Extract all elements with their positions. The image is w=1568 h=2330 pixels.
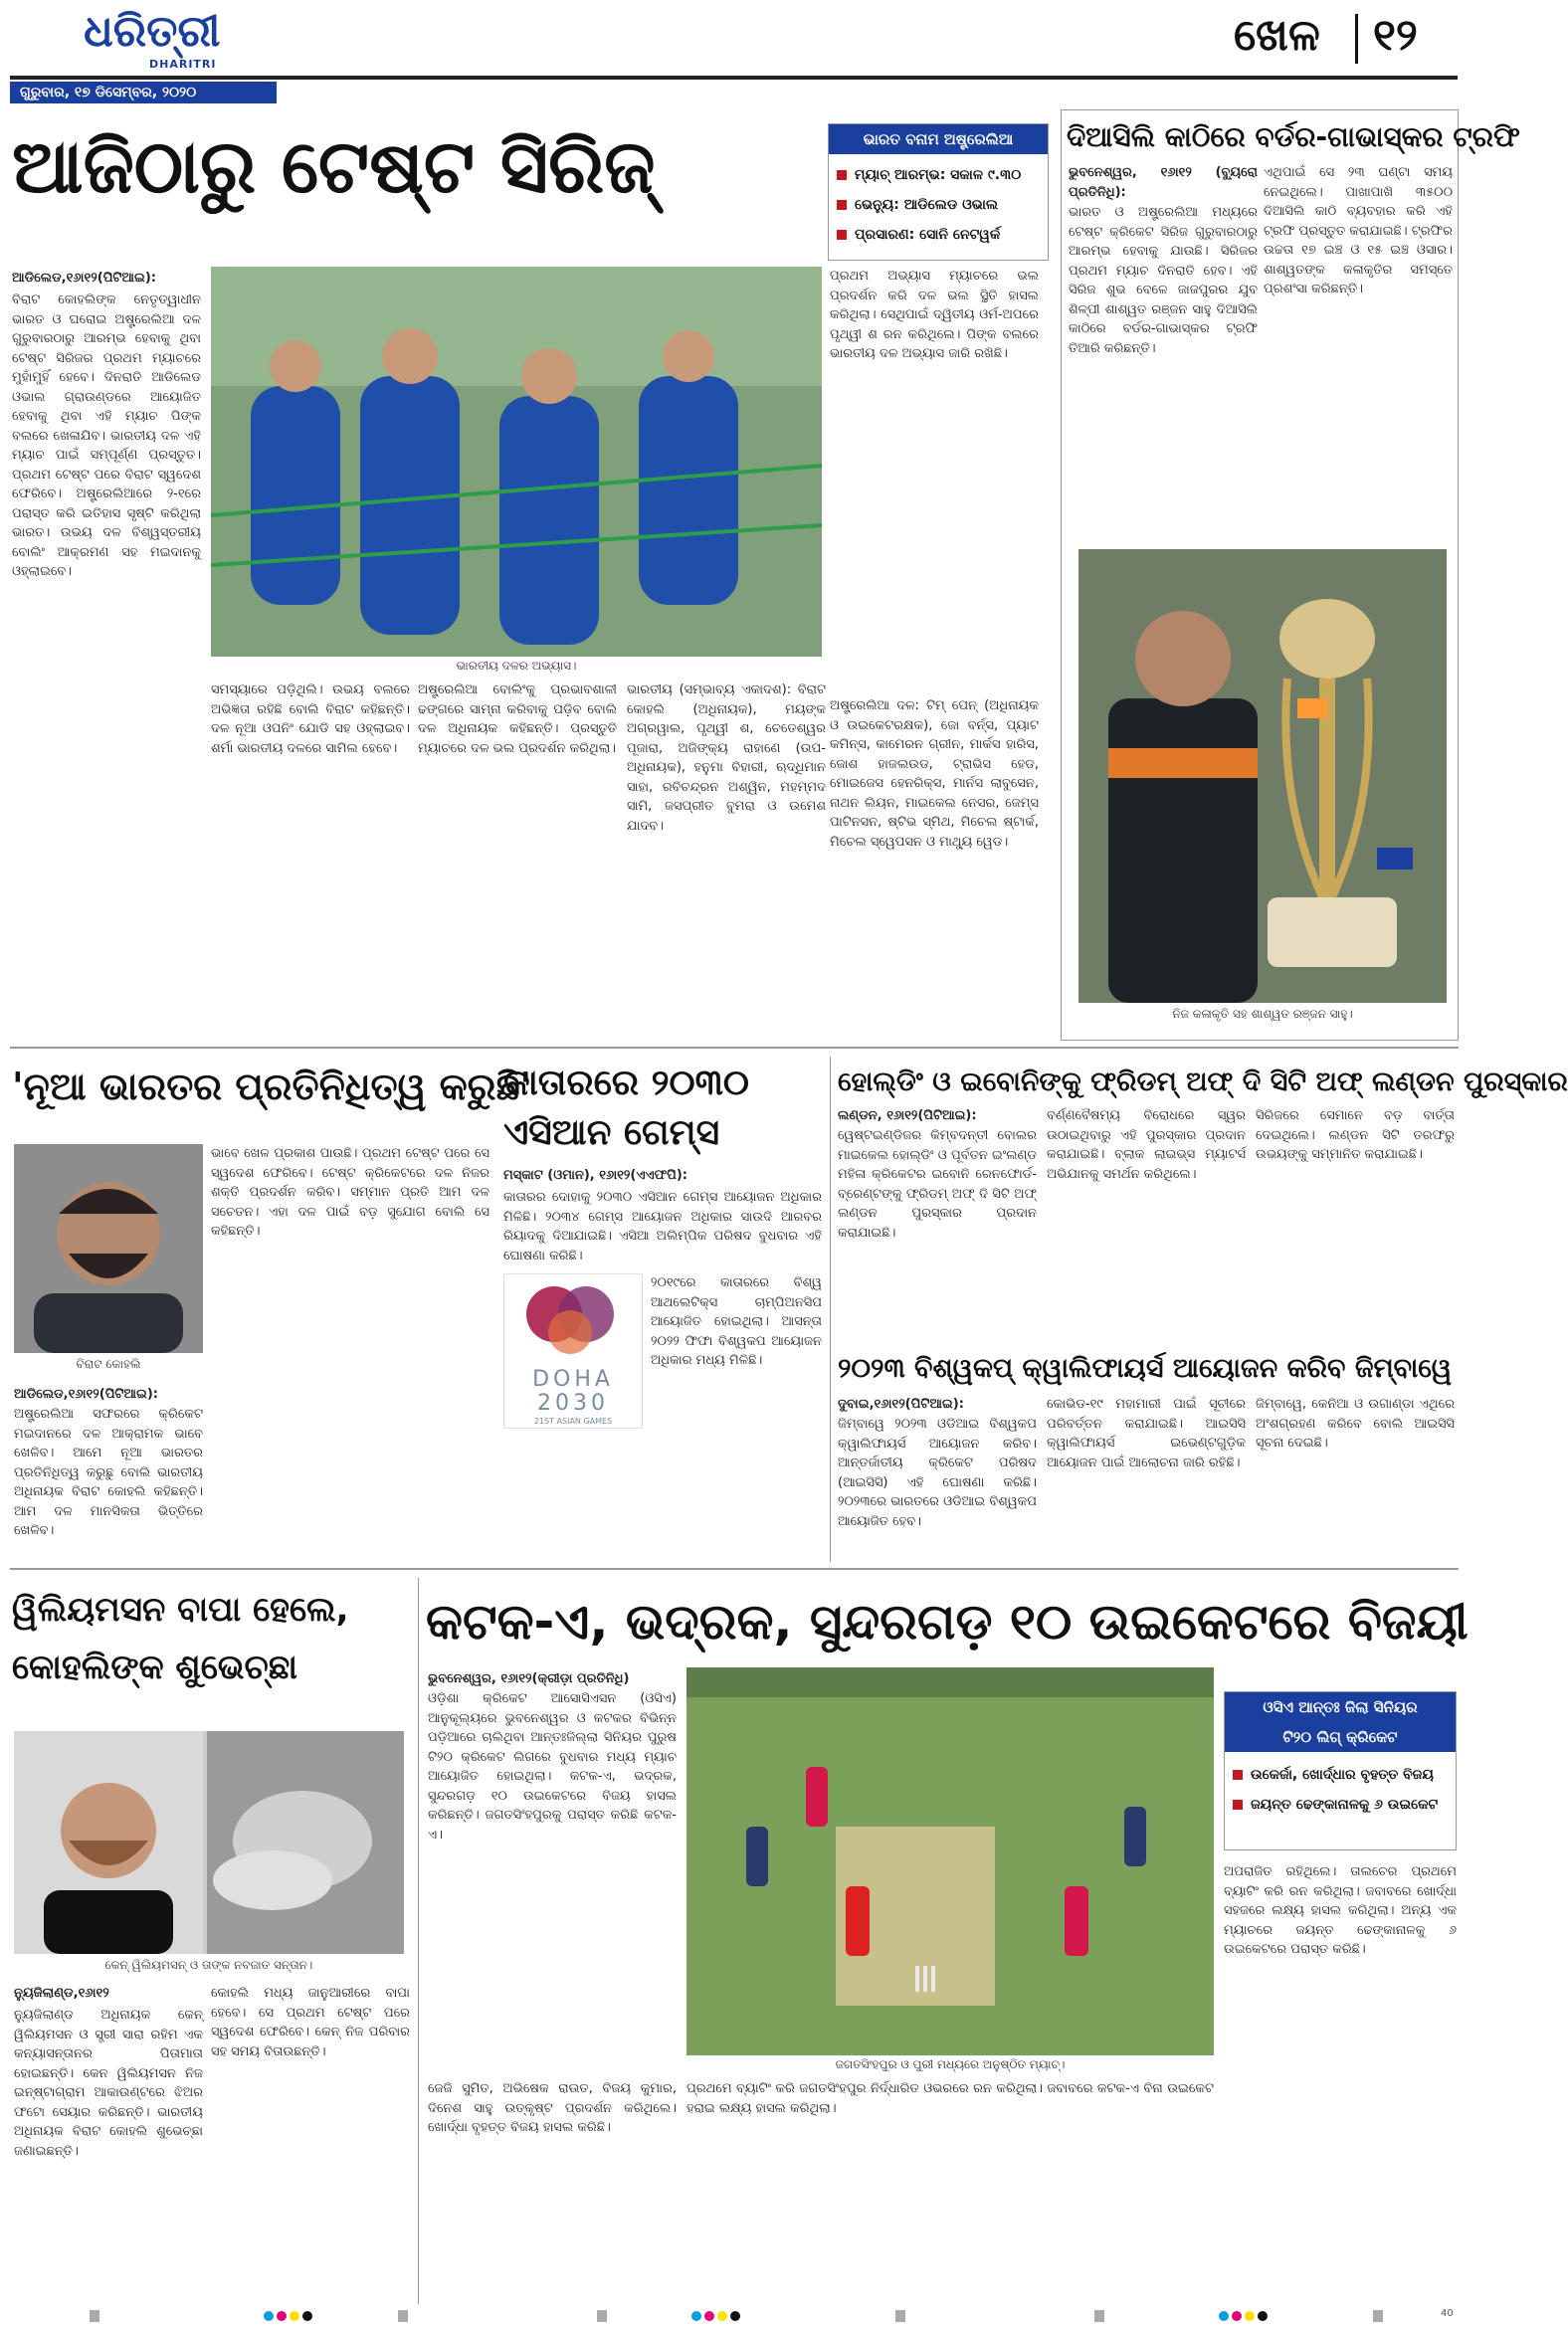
- lead-column-3: ଅଷ୍ଟ୍ରେଲିଆ ବୋଲିଂକୁ ପ୍ରଭାବଶାଳୀ ଢଙ୍ଗରେ ସାମ୍ନା କରିବାକୁ ପଡ଼ିବ ବୋଲି ଦଳ ଅଧିନାୟକ କହିଛନ୍ତି। ପ୍ରସ୍ତୁତି ମ୍ୟାଚରେ ଦଳ ଭଲ ପ୍ରଦର୍ଶନ କରିଥିଲା।: [418, 682, 617, 756]
- freedom-dateline: ଲଣ୍ଡନ, ୧୬ା୧୨(ପିଟିଆଇ):: [838, 1108, 977, 1123]
- infobox-item: ମ୍ୟାଚ୍ ଆରମ୍ଭ: ସକାଳ ୯.୩୦: [837, 160, 1040, 190]
- infobox-item: ପ୍ରସାରଣ: ସୋନି ନେଟୱର୍କ: [837, 220, 1040, 250]
- issue-date: ଗୁରୁବାର, ୧୭ ଡିସେମ୍ବର, ୨୦୨୦: [20, 85, 197, 100]
- freedom-headline: ହୋଲ୍ଡିଂ ଓ ଇବୋନିଙ୍କୁ ଫ୍ରିଡମ୍ ଅଫ୍ ଦି ସିଟି ଅଫ୍ ଲଣ୍ଡନ ପୁରସ୍କାର: [838, 1067, 1568, 1097]
- zimbabwe-column-1: ଜିମ୍ବାୱେ ୨୦୨୩ ଓଡିଆଇ ବିଶ୍ୱକପ କ୍ୱାଲିଫାୟର୍ସ ଆୟୋଜନ କରିବ। ଆନ୍ତର୍ଜାତୀୟ କ୍ରିକେଟ ପରିଷଦ (ଆଇସିସି) ଏହି ଘୋଷଣା କରିଛି। ୨୦୨୩ରେ ଭାରତରେ ଓଡିଆଇ ବିଶ୍ୱକପ ଆୟୋଜିତ ହେବ।: [838, 1417, 1037, 1529]
- kohli-headline: 'ନୂଆ ଭାରତର ପ୍ରତିନିଧିତ୍ୱ କରୁଛି': [12, 1065, 532, 1108]
- cuttack-column-4: ଅପରାଜିତ ରହିଥିଲେ। ତାଲଚେର ପ୍ରଥମେ ବ୍ୟାଟିଂ କରି ରନ କରିଥିଲା। ଜବାବରେ ଖୋର୍ଦ୍ଧା ସହଜରେ ଲକ୍ଷ୍ୟ ହାସଲ କରିଥିଲା। ଅନ୍ୟ ଏକ ମ୍ୟାଚରେ ଜୟନ୍ତ ଢେଙ୍କାନାଳକୁ ୬ ଉଇକେଟରେ ପରାସ୍ତ କରିଛି।: [1224, 1864, 1457, 1957]
- league-infobox: [1224, 1691, 1457, 1850]
- date-band: [10, 82, 277, 103]
- williamson-column-2: କୋହଲି ମଧ୍ୟ ଜାନୁଆରୀରେ ବାପା ହେବେ। ସେ ପ୍ରଥମ ଟେଷ୍ଟ ପରେ ସ୍ୱଦେଶ ଫେରିବେ। କେନ୍ ନିଜ ପରିବାର ସହ ସମୟ ବିତାଉଛନ୍ତି।: [211, 1986, 410, 2059]
- trophy-headline: ଦିଆସିଲି କାଠିରେ ବର୍ଡର-ଗାଭାସ୍କର ଟ୍ରଫି: [1067, 120, 1520, 153]
- williamson-column-1: ନ୍ୟୁଜିଲାଣ୍ଡ ଅଧିନାୟକ କେନ୍ ୱିଲିୟମସନ ଓ ସ୍ତ୍ରୀ ସାରା ରହିମ ଏକ କନ୍ୟାସନ୍ତାନର ପିତାମାତା ହୋଇଛନ୍ତି। କେନ ୱିଲିୟମସନ ନିଜ ଇନ୍ଷ୍ଟାଗ୍ରାମ ଆକାଉଣ୍ଟରେ ଝିଅର ଫଟୋ ସେୟାର କରିଛନ୍ତି। ଭାରତୀୟ ଅଧିନାୟକ ବିରାଟ କୋହଲି ଶୁଭେଚ୍ଛା ଜଣାଇଛନ୍ତି।: [14, 2008, 203, 2159]
- section-rule: [10, 1047, 1459, 1049]
- cuttack-headline: କଟକ-ଏ, ଭଦ୍ରକ, ସୁନ୍ଦରଗଡ଼ ୧୦ ଉଇକେଟରେ ବିଜୟୀ: [426, 1593, 1469, 1650]
- league-box-title-2: ଟି୨୦ ଲିଗ୍ କ୍ରିକେଟ: [1225, 1722, 1456, 1752]
- williamson-headline-1: ୱିଲିୟମସନ ବାପା ହେଲେ,: [12, 1590, 349, 1630]
- williamson-and-baby-illustration: [14, 1731, 404, 1954]
- freedom-column-1: ୱେଷ୍ଟଇଣ୍ଡିଜର କିମ୍ବଦନ୍ତୀ ବୋଲର ମାଇକେଲ ହୋଲ୍ଡିଂ ଓ ପୂର୍ବତନ ଇଂଲଣ୍ଡ ମହିଳା କ୍ରିକେଟର ଇବୋନି ରେନଫୋର୍ଡ-ବ୍ରେଣ୍ଟଙ୍କୁ ଫ୍ରିଡମ୍ ଅଫ୍ ଦି ସିଟି ଅଫ୍ ଲଣ୍ଡନ ପୁରସ୍କାର ପ୍ରଦାନ କରାଯାଇଛି।: [838, 1128, 1037, 1241]
- cricket-match-illustration: [686, 1667, 1214, 2055]
- doha-2030-logo: [503, 1273, 643, 1429]
- infobox-title: ଭାରତ ବନାମ ଅଷ୍ଟ୍ରେଲିଆ: [829, 124, 1048, 154]
- doha-logo-line-2: 2030: [537, 1391, 609, 1416]
- australia-squad: ଅଷ୍ଟ୍ରେଲିଆ ଦଳ: ଟିମ୍ ପେନ୍ (ଅଧିନାୟକ ଓ ଉଇକେଟରକ୍ଷକ), ଜୋ ବର୍ନ୍ସ, ପ୍ୟାଟ କମିନ୍ସ, କାମେରନ ଗ୍ରୀନ, ମାର୍କସ ହାରିସ, ଜୋଶ ହାଜଲଉଡ, ଟ୍ରାଭିସ ହେଡ, ମୋଇଜେସ ହେନରିକ୍ସ, ମାର୍ନସ ଲାବୁସେନ, ନାଥନ ଲିୟନ, ମାଇକେଲ ନେସର, ଜେମ୍ସ ପାଟିନସନ, ଷ୍ଟିଭ ସ୍ମିଥ, ମିଚେଲ ଷ୍ଟାର୍କ, ମିଚେଲ ସ୍ୱେପସନ ଓ ମାଥ୍ୟୁ ୱେଡ।: [830, 698, 1039, 850]
- asian-games-headline-2: ଏସିଆନ ଗେମ୍ସ: [503, 1112, 720, 1153]
- williamson-photo: [14, 1731, 404, 1954]
- match-infobox: [828, 123, 1049, 261]
- trophy-column-1: ଭାରତ ଓ ଅଷ୍ଟ୍ରେଲିଆ ମଧ୍ୟରେ ଟେଷ୍ଟ କ୍ରିକେଟ ସିରିଜ ଗୁରୁବାରଠାରୁ ଆରମ୍ଭ ହେବାକୁ ଯାଉଛି। ସିରିଜର ପ୍ରଥମ ମ୍ୟାଚ ଦିନରାତି ହେବ। ଏହି ସିରିଜ ଶୁଭ ବେଳେ ଜାଜପୁରର ଯୁବ ଶିଳ୍ପୀ ଶାଶ୍ୱତ ରଞ୍ଜନ ସାହୁ ଦିଆସିଲି କାଠିରେ ବର୍ଡର-ଗାଭାସ୍କର ଟ୍ରଫି ତିଆରି କରିଛନ୍ତି।: [1069, 205, 1258, 356]
- trophy-caption: ନିଜ କଳାକୃତି ସହ ଶାଶ୍ୱତ ରଞ୍ଜନ ସାହୁ।: [1172, 1007, 1353, 1021]
- kohli-photo: [14, 1144, 203, 1353]
- zimbabwe-column-3: ଜିମ୍ବାୱେ, କେନିଆ ଓ ଉଗାଣ୍ଡା ଏଥିରେ ଅଂଶଗ୍ରହଣ କରିବେ ବୋଲି ଆଇସିସି ସୂଚନା ଦେଇଛି।: [1256, 1397, 1455, 1451]
- vertical-rule: [418, 1578, 419, 2304]
- doha-2030-emblem: [504, 1274, 642, 1364]
- team-practice-illustration: [211, 267, 822, 657]
- zimbabwe-dateline: ଦୁବାଇ,୧୬ା୧୨(ପିଟିଆଇ):: [838, 1397, 964, 1412]
- kohli-column-1: ଅଷ୍ଟ୍ରେଲିଆ ସଫରରେ କ୍ରିକେଟ ମଇଦାନରେ ଦଳ ଆକ୍ରାମକ ଭାବେ ଖେଳିବ। ଆମେ ନୂଆ ଭାରତର ପ୍ରତିନିଧିତ୍ୱ କରୁଛୁ ବୋଲି ଭାରତୀୟ ଅଧିନାୟକ ବିରାଟ କୋହଲି କହିଛନ୍ତି। ଆମ ଦଳ ମାନସିକତା ଭିତ୍ତିରେ ଖେଳିବ।: [14, 1407, 203, 1538]
- asian-games-column-2: ୨୦୧୯ରେ କାତାରରେ ବିଶ୍ୱ ଆଥଲେଟିକ୍ସ ଚାମ୍ପିଅନସିପ ଆୟୋଜିତ ହୋଇଥିଲା। ଆସନ୍ତା ୨୦୨୨ ଫିଫା ବିଶ୍ୱକପ ଆୟୋଜନ ଅଧିକାର ମଧ୍ୟ ମିଳିଛି।: [651, 1275, 822, 1368]
- doha-logo-line-1: DOHA: [532, 1367, 614, 1392]
- zimbabwe-headline: ୨୦୨୩ ବିଶ୍ୱକପ୍ କ୍ୱାଲିଫାୟର୍ସ ଆୟୋଜନ କରିବ ଜିମ୍ବାୱେ: [838, 1353, 1453, 1384]
- cuttack-column-1: ଓଡ଼ିଶା କ୍ରିକେଟ ଆସୋସିଏସନ (ଓସିଏ) ଆନୁକୂଲ୍ୟରେ ଭୁବନେଶ୍ୱର ଓ କଟକର ବିଭିନ୍ନ ପଡ଼ିଆରେ ଚାଲିଥିବା ଆନ୍ତଃଜିଲ୍ଲା ସିନିୟର ପୁରୁଷ ଟି୨୦ କ୍ରିକେଟ ଲିଗରେ ବୁଧବାର ମଧ୍ୟ ମ୍ୟାଚ ଆୟୋଜିତ ହୋଇଥିଲା। କଟକ-ଏ, ଭଦ୍ରକ, ସୁନ୍ଦରଗଡ଼ ୧୦ ଉଇକେଟରେ ବିଜୟ ହାସଲ କରିଛନ୍ତି। ଜଗତସିଂହପୁରକୁ ପରାସ୍ତ କରିଛି କଟକ-ଏ।: [428, 1691, 677, 1843]
- section-divider: [1355, 14, 1358, 64]
- lead-photo: [211, 267, 822, 657]
- lead-photo-caption: ଭାରତୀୟ ଦଳର ଅଭ୍ୟାସ।: [456, 659, 577, 673]
- lead-column-2: ସମସ୍ୟାରେ ପଡ଼ିଥିଲି। ଉଭୟ ବଲରେ ଅଭିଜ୍ଞତା ରହିଛି ବୋଲି ବିରାଟ କହିଛନ୍ତି। ଦଳ ନୂଆ ଓପନିଂ ଯୋଡି ସହ ଓହ୍ଲାଇବ। ଶର୍ମା ଭାରତୀୟ ଦଳରେ ସାମିଲ ହେବେ।: [211, 682, 410, 756]
- kohli-dateline: ଆଡିଲେଡ,୧୬ା୧୨(ପିଟିଆଇ):: [14, 1387, 158, 1402]
- freedom-column-2: ବର୍ଣ୍ଣବୈଷମ୍ୟ ବିରୋଧରେ ସ୍ୱର ଉଠାଇଥିବାରୁ ଏହି ପୁରସ୍କାର ପ୍ରଦାନ କରାଯାଇଛି। ବ୍ଲାକ ଲାଇଭ୍ସ ମ୍ୟାଟର୍ସ ଅଭିଯାନକୁ ସମର୍ଥନ କରିଥିଲେ।: [1047, 1108, 1246, 1182]
- lead-column-4: ପ୍ରଥମ ଅଭ୍ୟାସ ମ୍ୟାଚରେ ଭଲ ପ୍ରଦର୍ଶନ କରି ଦଳ ଭଲ ସ୍ଥିତି ହାସଲ କରିଥିଲା। ସେଥିପାଇଁ ଦ୍ୱିତୀୟ ଓର୍ମ-ଅପରେ ପୃଥ୍ୱୀ ଶ ରନ କରିଥିଲେ। ପିଙ୍କ ବଲରେ ଭାରତୀୟ ଦଳ ଅଭ୍ୟାସ ଜାରି ରଖିଛି।: [830, 269, 1039, 361]
- league-box-title-1: ଓସିଏ ଆନ୍ତଃ ଜିଲା ସିନିୟର: [1225, 1692, 1456, 1722]
- cuttack-photo: [686, 1667, 1214, 2055]
- vertical-rule: [830, 1057, 831, 1562]
- color-registration-strip: [0, 2306, 1469, 2326]
- footer-page-mark: 40: [1441, 2308, 1454, 2319]
- kohli-caption: ବିରାଟ କୋହଲି: [76, 1357, 141, 1371]
- zimbabwe-column-2: କୋଭିଡ-୧୯ ମହାମାରୀ ପାଇଁ ସୂଚୀରେ ପରିବର୍ତ୍ତନ କରାଯାଇଛି। ଆଇସିସି କ୍ୱାଲିଫାୟର୍ସ ଇଭେଣ୍ଟଗୁଡ଼ିକ ଆୟୋଜନ ପାଇଁ ଆଲୋଚନା ଜାରି ରହିଛି।: [1047, 1397, 1246, 1470]
- lead-headline: ଆଜିଠାରୁ ଟେଷ୍ଟ ସିରିଜ୍: [12, 124, 656, 210]
- cuttack-column-3: ପ୍ରଥମେ ବ୍ୟାଟିଂ କରି ଜଗତସିଂହପୁର ନିର୍ଦ୍ଧାରିତ ଓଭରରେ ରନ କରିଥିଲା। ଜବାବରେ କଟକ-ଏ ବିନା ଉଇକେଟ ହରାଇ ଲକ୍ଷ୍ୟ ହାସଲ କରିଥିଲା।: [686, 2081, 1214, 2116]
- williamson-caption: କେନ୍ ୱିଲିୟମସନ୍ ଓ ତାଙ୍କ ନବଜାତ ସନ୍ତାନ।: [104, 1958, 313, 1972]
- williamson-dateline: ନ୍ୟୁଜିଲାଣ୍ଡ,୧୬ା୧୨: [14, 1986, 109, 2001]
- infobox-item: ଭେନ୍ୟୁ: ଆଡିଲେଡ ଓଭାଲ: [837, 190, 1040, 220]
- masthead: [0, 0, 1469, 99]
- asian-games-dateline: ମସ୍କାଟ (ଓମାନ), ୧୬ା୧୨(ଏଏଫପି):: [503, 1168, 687, 1183]
- cuttack-column-2: ଜେଜି ସୁମିତ, ଅଭିଷେକ ରାଉତ, ବିଜୟ କୁମାର, ଦିନେଶ ସାହୁ ଉତ୍କୃଷ୍ଟ ପ୍ରଦର୍ଶନ କରିଥିଲେ। ଖୋର୍ଦ୍ଧା ବୃହତ୍ତ ବିଜୟ ହାସଲ କରିଛି।: [428, 2081, 677, 2135]
- league-box-item: ଜୟନ୍ତ ଢେଙ୍କାନାଳକୁ ୬ ଉଇକେଟ: [1233, 1790, 1448, 1820]
- masthead-logo-sub: DHARITRI: [149, 58, 217, 71]
- print-registration-marks: [0, 2306, 1469, 2326]
- masthead-rule: [10, 76, 1458, 80]
- section-name: ଖେଳ: [1234, 10, 1320, 61]
- masthead-logo: ଧରିତ୍ରୀ: [84, 6, 221, 57]
- lead-dateline: ଆଡିଲେଡ,୧୬ା୧୨(ପିଟିଆଇ):: [12, 271, 156, 286]
- trophy-photo: [1078, 549, 1447, 1003]
- section-rule: [10, 1568, 1459, 1570]
- league-box-item: ଉକେର୍ଜା, ଖୋର୍ଦ୍ଧାର ବୃହତ୍ତ ବିଜୟ: [1233, 1760, 1448, 1790]
- cuttack-photo-caption: ଜଗତସିଂହପୁର ଓ ପୁରୀ ମଧ୍ୟରେ ଅନୁଷ୍ଠିତ ମ୍ୟାଚ୍।: [835, 2057, 1066, 2071]
- kohli-column-2: ଭାବେ ଖେଳ ପ୍ରକାଶ ପାଉଛି। ପ୍ରଥମ ଟେଷ୍ଟ ପରେ ସେ ସ୍ୱଦେଶ ଫେରିବେ। ଟେଷ୍ଟ କ୍ରିକେଟରେ ଦଳ ନିଜର ଶକ୍ତି ପ୍ରଦର୍ଶନ କରିବ। ସମ୍ମାନ ପ୍ରତି ଆମ ଦଳ ସଚେତନ। ଏହା ଦଳ ପାଇଁ ବଡ଼ ସୁଯୋଗ ବୋଲି ସେ କହିଛନ୍ତି।: [211, 1146, 490, 1239]
- asian-games-column-1: କାତାରର ଦୋହାକୁ ୨୦୩୦ ଏସିଆନ ଗେମ୍ସ ଆୟୋଜନ ଅଧିକାର ମିଳିଛି। ୨୦୩୪ ଗେମ୍ସ ଆୟୋଜନ ଅଧିକାର ସାଉଦି ଆରବର ରିୟାଦକୁ ଦିଆଯାଇଛି। ଏସିଆ ଅଲିମ୍ପିକ ପରିଷଦ ବୁଧବାର ଏହି ଘୋଷଣା କରିଛି।: [503, 1190, 822, 1263]
- lead-column-1: ବିରାଟ କୋହଲିଙ୍କ ନେତୃତ୍ୱାଧୀନ ଭାରତ ଓ ଘରୋଇ ଅଷ୍ଟ୍ରେଲିଆ ଦଳ ଗୁରୁବାରଠାରୁ ଆରମ୍ଭ ହେବାକୁ ଥିବା ଟେଷ୍ଟ ସିରିଜର ପ୍ରଥମ ମ୍ୟାଚରେ ମୁହାଁମୁହିଁ ହେବେ। ଦିନରାତି ଆଡିଲେଡ ଓଭାଲ ଗ୍ରାଉଣ୍ଡରେ ଆୟୋଜିତ ହେବାକୁ ଥିବା ଏହି ମ୍ୟାଚ ପିଙ୍କ ବଲରେ ଖେଳାଯିବ। ଭାରତୀୟ ଦଳ ଏହି ମ୍ୟାଚ ପାଇଁ ସମ୍ପୂର୍ଣ୍ଣ ପ୍ରସ୍ତୁତ। ପ୍ରଥମ ଟେଷ୍ଟ ପରେ ବିରାଟ ସ୍ୱଦେଶ ଫେରିବେ। ଅଷ୍ଟ୍ରେଲିଆରେ ୨-୧ରେ ପରାସ୍ତ କରି ଇତିହାସ ସୃଷ୍ଟି କରିଥିଲା ଭାରତ। ଉଭୟ ଦଳ ବିଶ୍ୱସ୍ତରୀୟ ବୋଲିଂ ଆକ୍ରମଣ ସହ ମଇଦାନକୁ ଓହ୍ଲାଇବେ।: [12, 292, 201, 579]
- matchstick-trophy-illustration: [1078, 549, 1447, 1003]
- page-number: ୧୨: [1373, 10, 1418, 61]
- williamson-headline-2: କୋହଲିଙ୍କ ଶୁଭେଚ୍ଛା: [12, 1648, 297, 1687]
- cuttack-dateline: ଭୁବନେଶ୍ୱର, ୧୬ା୧୨(କ୍ରୀଡ଼ା ପ୍ରତିନିଧି): [428, 1671, 630, 1686]
- india-squad: ଭାରତୀୟ (ସମ୍ଭାବ୍ୟ ଏକାଦଶ): ବିରାଟ କୋହଲି (ଅଧିନାୟକ), ମୟଙ୍କ ଅଗ୍ରୱାଲ, ପୃଥ୍ୱୀ ଶ, ଚେତେଶ୍ୱର ପୂଜାରା, ଅଜିଙ୍କ୍ୟ ରାହାଣେ (ଉପ-ଅଧିନାୟକ), ହନୁମା ବିହାରୀ, ଋଦ୍ଧିମାନ ସାହା, ରବିଚନ୍ଦ୍ରନ ଅଶ୍ୱିନ, ମହମ୍ମଦ ସାମି, ଜସପ୍ରୀତ ବୁମରା ଓ ଉମେଶ ଯାଦବ।: [627, 682, 826, 834]
- trophy-dateline: ଭୁବନେଶ୍ୱର, ୧୬ା୧୨ (ବ୍ୟୁରୋ ପ୍ରତିନିଧି):: [1069, 165, 1258, 200]
- asian-games-headline-1: କାତାରରେ ୨୦୩୦: [503, 1063, 749, 1103]
- kohli-portrait-illustration: [14, 1144, 203, 1353]
- doha-logo-line-3: 21ST ASIAN GAMES: [533, 1417, 613, 1426]
- trophy-column-2: ଏଥିପାଇଁ ସେ ୨୩ ଘଣ୍ଟା ସମୟ ନେଇଥିଲେ। ପାଖାପାଖି ୩୫୦୦ ଦିଆସିଲି କାଠି ବ୍ୟବହାର କରି ଏହି ଟ୍ରଫି ପ୍ରସ୍ତୁତ କରାଯାଇଛି। ଟ୍ରଫିର ଉଚ୍ଚତା ୧୭ ଇଞ୍ଚ ଓ ୧୫ ଇଞ୍ଚ ଓସାର। ଶାଶ୍ୱତଙ୍କ କଳାକୃତିର ସମସ୍ତେ ପ୍ରଶଂସା କରିଛନ୍ତି।: [1264, 165, 1453, 296]
- freedom-column-3: ସିରିଜରେ ସେମାନେ ବଡ଼ ବାର୍ତ୍ତା ଦେଇଥିଲେ। ଲଣ୍ଡନ ସିଟି ତରଫରୁ ଉଭୟଙ୍କୁ ସମ୍ମାନିତ କରାଯାଇଛି।: [1256, 1108, 1455, 1162]
